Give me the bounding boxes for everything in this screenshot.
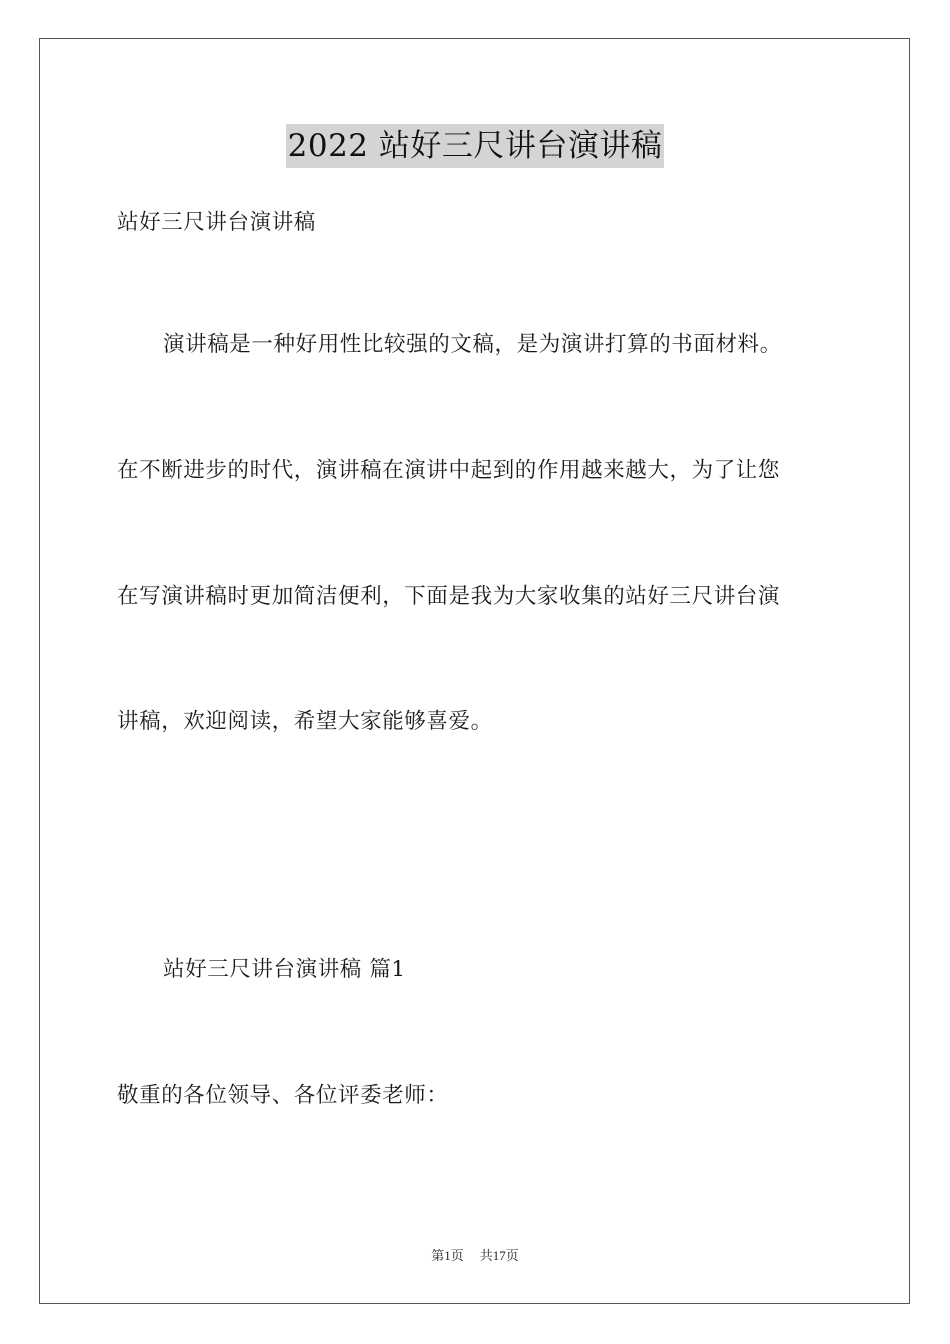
greeting-line: 敬重的各位领导、各位评委老师： <box>117 1083 449 1108</box>
section-heading: 站好三尺讲台演讲稿 篇1 <box>163 957 406 982</box>
page-number-total: 共17页 <box>479 1248 519 1263</box>
page-footer <box>0 1247 950 1265</box>
intro-line-3: 在写演讲稿时更加简洁便利，下面是我为大家收集的站好三尺讲台演 <box>117 584 781 609</box>
document-subtitle: 站好三尺讲台演讲稿 <box>117 210 316 235</box>
document-title: 2022 站好三尺讲台演讲稿 <box>286 124 665 168</box>
intro-line-4: 讲稿，欢迎阅读，希望大家能够喜爱。 <box>117 709 493 734</box>
page-number-current: 第1页 <box>431 1248 464 1263</box>
title-container <box>0 124 950 168</box>
intro-line-1: 演讲稿是一种好用性比较强的文稿，是为演讲打算的书面材料。 <box>163 332 782 357</box>
intro-line-2: 在不断进步的时代，演讲稿在演讲中起到的作用越来越大，为了让您 <box>117 458 781 483</box>
